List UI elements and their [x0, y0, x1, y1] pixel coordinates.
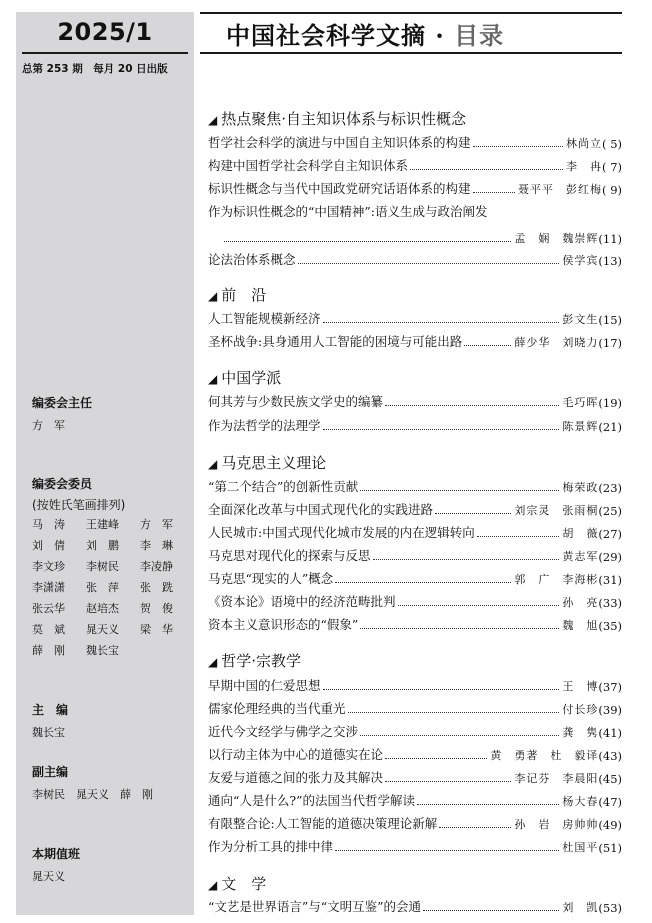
- article-title: 近代今文经学与佛学之交涉: [208, 724, 359, 739]
- dot-leader: [385, 405, 559, 406]
- toc-entry[interactable]: [208, 179, 622, 197]
- committee-member: 李树民: [86, 560, 119, 573]
- editorial-director-label: 编委会主任: [32, 396, 93, 410]
- article-author: 薛少华 刘晓力: [514, 336, 599, 349]
- article-author: 陈景辉: [562, 420, 599, 433]
- committee-row: [32, 535, 202, 556]
- article-title: “文艺是世界语言”与“文明互鉴”的会通: [208, 899, 422, 914]
- page-number: (31): [598, 573, 622, 587]
- section-title: 中国学派: [221, 369, 282, 387]
- contents-label: 目录: [454, 21, 505, 50]
- duty-editor-name: 晁天义: [32, 870, 65, 883]
- committee-member: 刘 倩: [32, 539, 65, 552]
- dot-leader: [398, 605, 560, 606]
- page-number: (29): [598, 550, 622, 564]
- toc-entry[interactable]: [208, 791, 622, 809]
- article-author: 黄志军: [562, 550, 599, 563]
- dot-leader: [224, 241, 511, 242]
- dot-leader: [435, 513, 511, 514]
- article-author: 郭 广 李海彬: [514, 573, 599, 586]
- toc-entry[interactable]: [208, 309, 622, 327]
- committee-member: 魏长宝: [86, 644, 119, 657]
- committee-row: [32, 619, 202, 640]
- committee-row: [32, 514, 202, 535]
- dot-leader: [360, 490, 559, 491]
- editorial-director-name: 方 军: [32, 419, 65, 432]
- issue-info: 总第 253 期 每月 20 日出版: [22, 63, 168, 75]
- dot-leader: [473, 146, 564, 147]
- article-title: 何其芳与少数民族文学史的编纂: [208, 394, 384, 409]
- article-title: 通向“人是什么?”的法国当代哲学解读: [208, 793, 415, 808]
- sidebar: [16, 12, 194, 915]
- page-number: (21): [598, 420, 622, 434]
- duty-editor-block: [32, 846, 202, 887]
- page-number: (49): [598, 818, 622, 832]
- toc-entry[interactable]: [208, 477, 622, 495]
- article-author: 彭文生: [562, 313, 599, 326]
- article-title: 构建中国哲学社会科学自主知识体系: [208, 158, 409, 173]
- triangle-marker-icon: ◢: [208, 878, 218, 892]
- section-heading: [208, 873, 266, 894]
- dot-leader: [298, 263, 560, 264]
- article-title: 作为标识性概念的“中国精神”:语义生成与政治阐发: [208, 204, 488, 219]
- committee-sub: (按姓氏笔画排列): [32, 498, 126, 512]
- article-author: 龚 隽: [562, 726, 599, 739]
- article-title: 论法治体系概念: [208, 252, 296, 267]
- article-author: 杜国平: [562, 841, 599, 854]
- page-number: (15): [598, 313, 622, 327]
- committee-member: 莫 斌: [32, 623, 65, 636]
- page-number: (25): [598, 504, 622, 518]
- article-title: 马克思“现实的人”概念: [208, 571, 334, 586]
- article-title: 人民城市:中国式现代化城市发展的内在逻辑转向: [208, 525, 475, 540]
- committee-member: 梁 华: [140, 623, 173, 636]
- committee-member: 张 萍: [86, 581, 119, 594]
- page-number: (41): [598, 726, 622, 740]
- dot-leader: [477, 536, 560, 537]
- section-heading: [208, 108, 466, 129]
- toc-entry[interactable]: [208, 523, 622, 541]
- committee-member: 李凌静: [140, 560, 173, 573]
- dot-leader: [417, 804, 559, 805]
- dot-leader: [423, 910, 559, 911]
- toc-entry[interactable]: [208, 897, 622, 915]
- deputy-editor-label: 副主编: [32, 765, 69, 779]
- toc-entry[interactable]: [208, 837, 622, 855]
- article-title: 以行动主体为中心的道德实在论: [208, 747, 384, 762]
- issue-number: 2025/1: [57, 18, 153, 46]
- dot-leader: [323, 689, 560, 690]
- section-title: 热点聚焦·自主知识体系与标识性概念: [221, 110, 467, 128]
- page-number: (33): [598, 596, 622, 610]
- toc-entry[interactable]: [208, 676, 622, 694]
- committee-member: 王建峰: [86, 518, 119, 531]
- page-number: (17): [598, 336, 622, 350]
- committee-member: 李 琳: [140, 539, 173, 552]
- article-author: 黄 勇著 杜 毅译: [490, 749, 599, 762]
- committee-member: 晁天义: [86, 623, 119, 636]
- toc-entry[interactable]: [208, 416, 622, 434]
- article-title: 圣杯战争:具身通用人工智能的困境与可能出路: [208, 334, 463, 349]
- article-author: 王 博: [562, 680, 599, 693]
- section-title: 哲学·宗教学: [221, 652, 302, 670]
- chief-editor-block: [32, 702, 202, 743]
- section-title: 前 沿: [221, 286, 267, 304]
- article-author: 杨大春: [562, 795, 599, 808]
- triangle-marker-icon: ◢: [208, 372, 218, 386]
- committee-row: [32, 577, 202, 598]
- committee-member: 刘 鹏: [86, 539, 119, 552]
- dot-leader: [335, 582, 511, 583]
- triangle-marker-icon: ◢: [208, 113, 218, 127]
- toc-entry-title-line[interactable]: [208, 202, 622, 220]
- article-title: 人工智能规模新经济: [208, 311, 321, 326]
- toc-entry[interactable]: [208, 500, 622, 518]
- committee-member: 李文珍: [32, 560, 65, 573]
- toc-entry[interactable]: [208, 814, 622, 832]
- page-number: (43): [598, 749, 622, 763]
- page-number: (27): [598, 527, 622, 541]
- article-author: 梅荣政: [562, 481, 599, 494]
- deputy-editor-block: [32, 764, 202, 805]
- committee-member: 张云华: [32, 602, 65, 615]
- article-title: 哲学社会科学的演进与中国自主知识体系的构建: [208, 135, 471, 150]
- toc-entry[interactable]: [208, 569, 622, 587]
- toc-entry[interactable]: [208, 332, 622, 350]
- committee-row: [32, 556, 202, 577]
- toc-entry[interactable]: [208, 615, 622, 633]
- page-number: (37): [598, 680, 622, 694]
- committee-member: 贺 俊: [140, 602, 173, 615]
- page-number: ( 7): [602, 160, 622, 174]
- page-number: (19): [598, 396, 622, 410]
- article-author: 付长珍: [562, 703, 599, 716]
- toc-entry[interactable]: [208, 228, 622, 246]
- masthead: [200, 12, 622, 52]
- article-title: 资本主义意识形态的“假象”: [208, 617, 359, 632]
- page-number: (35): [598, 619, 622, 633]
- dot-leader: [335, 850, 559, 851]
- article-author: 毛巧晖: [562, 396, 599, 409]
- toc-entry[interactable]: [208, 768, 622, 786]
- triangle-marker-icon: ◢: [208, 289, 218, 303]
- committee-row: [32, 598, 202, 619]
- section-title: 马克思主义理论: [221, 454, 327, 472]
- section-heading: [208, 452, 326, 473]
- page-number: (11): [598, 232, 622, 246]
- article-author: 聂平平 彭红梅: [518, 183, 603, 196]
- dot-leader: [464, 345, 511, 346]
- article-title: 《资本论》语境中的经济范畴批判: [208, 594, 396, 609]
- toc-entry[interactable]: [208, 133, 622, 151]
- section-heading: [208, 367, 281, 388]
- toc-entry[interactable]: [208, 156, 622, 174]
- page-number: ( 5): [602, 137, 622, 151]
- article-title: 有限整合论:人工智能的道德决策理论新解: [208, 816, 438, 831]
- deputy-editor-names: 李树民 晁天义 薛 刚: [32, 788, 153, 801]
- committee-member: 赵培杰: [86, 602, 119, 615]
- article-title: “第二个结合”的创新性贡献: [208, 479, 359, 494]
- page-number: ( 9): [602, 183, 622, 197]
- page-number: (45): [598, 772, 622, 786]
- duty-editor-label: 本期值班: [32, 847, 81, 861]
- article-title: 友爱与道德之间的张力及其解决: [208, 770, 384, 785]
- committee-row: [32, 640, 202, 661]
- article-author: 孙 亮: [562, 596, 599, 609]
- article-title: 儒家伦理经典的当代重光: [208, 701, 346, 716]
- page-number: (23): [598, 481, 622, 495]
- section-heading: [208, 650, 301, 671]
- article-title: 全面深化改革与中国式现代化的实践进路: [208, 502, 434, 517]
- article-title: 作为分析工具的排中律: [208, 839, 334, 854]
- article-author: 林尚立: [566, 137, 603, 150]
- dot-leader: [385, 781, 511, 782]
- dot-leader: [410, 169, 563, 170]
- article-author: 孙 岩 房帅帅: [514, 818, 599, 831]
- page-number: (47): [598, 795, 622, 809]
- chief-editor-name: 魏长宝: [32, 726, 65, 739]
- page-number: (53): [598, 901, 622, 915]
- journal-name: 中国社会科学文摘 ·: [226, 21, 455, 50]
- page-number: (39): [598, 703, 622, 717]
- triangle-marker-icon: ◢: [208, 655, 218, 669]
- dot-leader: [473, 192, 516, 193]
- article-author: 魏 旭: [562, 619, 599, 632]
- dot-leader: [348, 712, 560, 713]
- toc-entry[interactable]: [208, 592, 622, 610]
- article-title: 马克思对现代化的探索与反思: [208, 548, 371, 563]
- masthead-divider: [200, 52, 622, 54]
- article-author: 李 冉: [566, 160, 603, 173]
- committee-block: [32, 476, 202, 661]
- committee-list: [32, 514, 202, 661]
- journal-title: [226, 16, 504, 51]
- toc-entry[interactable]: [208, 546, 622, 564]
- dot-leader: [385, 758, 487, 759]
- editorial-director-block: [32, 395, 202, 436]
- committee-member: 薛 刚: [32, 644, 65, 657]
- article-author: 胡 薇: [562, 527, 599, 540]
- dot-leader: [360, 735, 559, 736]
- chief-editor-label: 主 编: [32, 703, 69, 717]
- page-number: (13): [598, 254, 622, 268]
- article-title: 早期中国的仁爱思想: [208, 678, 321, 693]
- dot-leader: [323, 429, 560, 430]
- dot-leader: [373, 559, 560, 560]
- article-title: 标识性概念与当代中国政党研究话语体系的构建: [208, 181, 471, 196]
- article-author: 孟 娴 魏崇辉: [514, 232, 599, 245]
- toc-entry[interactable]: [208, 250, 622, 268]
- dot-leader: [360, 628, 559, 629]
- toc-entry[interactable]: [208, 745, 622, 763]
- article-author: 侯学宾: [562, 254, 599, 267]
- toc-entry[interactable]: [208, 699, 622, 717]
- committee-member: 张 跣: [140, 581, 173, 594]
- committee-member: 马 涛: [32, 518, 65, 531]
- dot-leader: [323, 322, 560, 323]
- page-number: (51): [598, 841, 622, 855]
- toc-entry[interactable]: [208, 722, 622, 740]
- committee-label: 编委会委员: [32, 477, 93, 491]
- committee-member: 李潇潇: [32, 581, 65, 594]
- section-title: 文 学: [221, 875, 267, 893]
- triangle-marker-icon: ◢: [208, 457, 218, 471]
- dot-leader: [439, 827, 511, 828]
- article-author: 刘宗灵 张雨桐: [514, 504, 599, 517]
- section-heading: [208, 284, 266, 305]
- article-author: 李记芬 李晨阳: [514, 772, 599, 785]
- article-title: 作为法哲学的法理学: [208, 418, 321, 433]
- toc-entry[interactable]: [208, 392, 622, 410]
- article-author: 刘 凯: [562, 901, 599, 914]
- committee-member: 方 军: [140, 518, 173, 531]
